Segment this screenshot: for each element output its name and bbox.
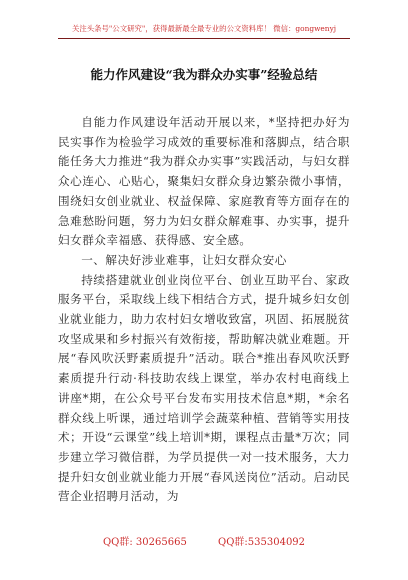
footer-qq-group-1: QQ群: 30265665 <box>102 537 187 548</box>
intro-paragraph: 自能力作风建设年活动开展以来，*坚持把办好为民实事作为检验学习成效的重要标准和落脚点，结合职能任务大力推进“我为群众办实事”实践活动，与妇女群众心连心、心贴心，聚集妇女群众身边繁杂微小事情，围绕妇女创业就业、权益保障、家庭教育等方面存在的急难愁盼问题，努力为妇女群众解难事、办实事，提升妇女群众幸福感、获得感、安全感。 <box>58 115 350 248</box>
footer-contact <box>40 537 368 549</box>
header-divider <box>58 38 350 39</box>
document-body <box>58 113 350 507</box>
document-title: 能力作风建设“我为群众办实事”经验总结 <box>90 67 318 82</box>
section-1-paragraph: 持续搭建就业创业岗位平台、创业互助平台、家政服务平台，采取线上线下相结合方式，提升城乡妇女创业就业能力，助力农村妇女增收致富，巩固、拓展脱贫攻坚成果和乡村振兴有效衔接，帮助解决就业难题。开展“春风吹沃野素质提升”活动。联合*推出春风吹沃野素质提升行动·科技助农线上课堂，举办农村电商线上讲座*期，在公众号平台发布实用技术信息*期，*余名群众线上听课，通过培训学会蔬菜种植、营销等实用技术；开设“云课堂”线上培训*期，课程点击量*万次；同步建立学习微信群，为学员提供一对一技术服务，大力提升妇女创业就业能力开展“春风送岗位”活动。启动民营企业招聘月活动，为 <box>58 272 350 504</box>
section-heading-1: 一、解决好涉业难事，让妇女群众安心 <box>81 252 287 267</box>
header-banner: 关注头条号"公文研究"，获得最新最全最专业的公文资料库！ 微信：gongwenyj <box>71 24 337 33</box>
footer-qq-group-2: QQ群:535304092 <box>218 537 306 548</box>
